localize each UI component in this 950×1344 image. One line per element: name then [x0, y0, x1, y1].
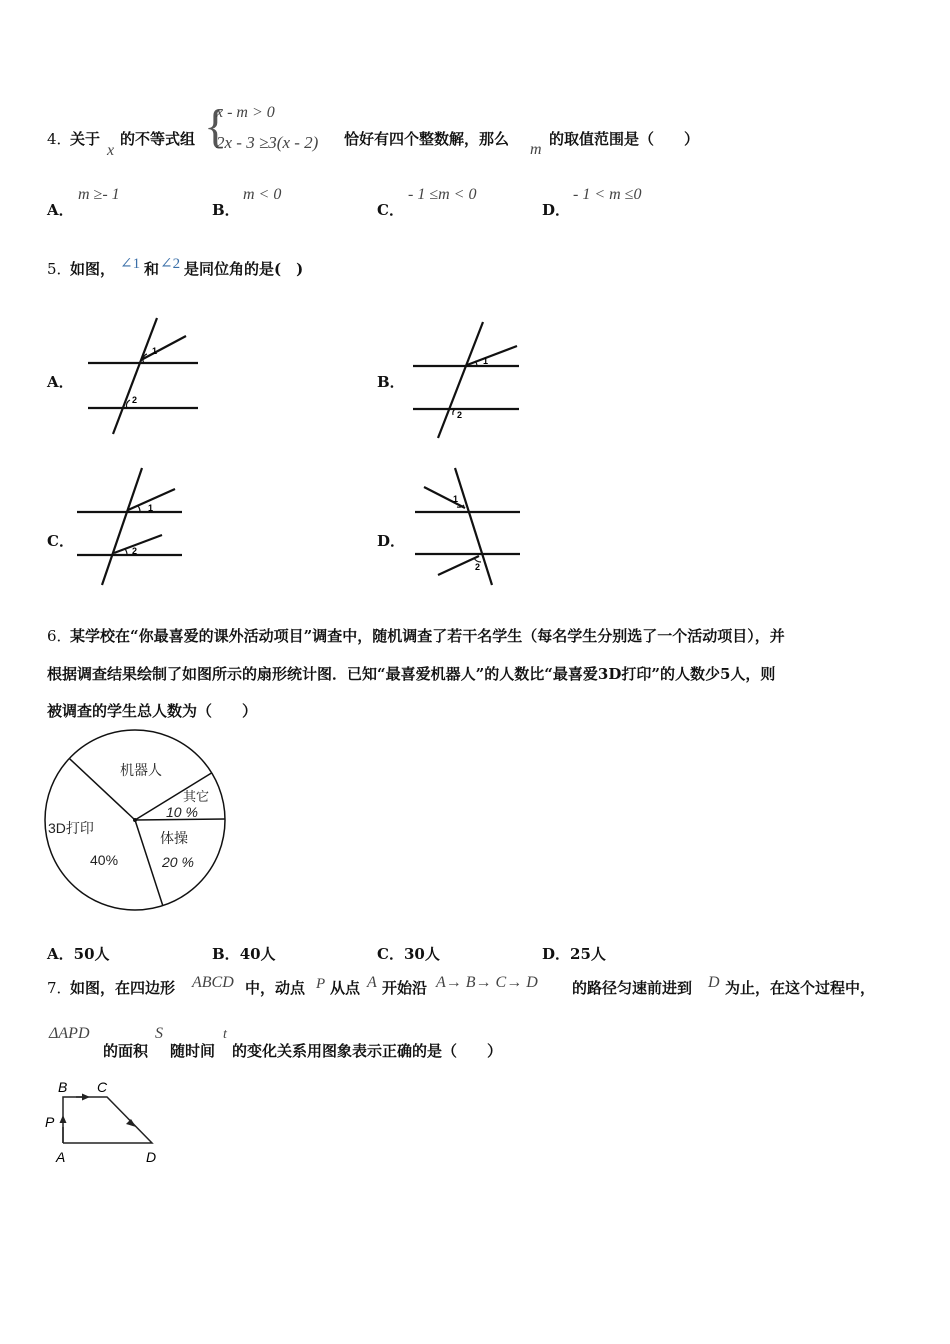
q7-label-d: D [146, 1149, 157, 1165]
q7-number: 7． [47, 979, 72, 997]
q7-text-1: 如图，在四边形 [70, 979, 176, 997]
q7-label-c: C [97, 1079, 108, 1095]
q4-option-c-expr: - 1 ≤m < 0 [408, 186, 477, 203]
q7-d: D [708, 974, 720, 991]
q7-arrow-diagonal-icon [126, 1119, 136, 1127]
q6-pie-label-other: 其它 [183, 789, 210, 804]
q6-pie-chart [40, 725, 235, 920]
q7-p: P [316, 976, 326, 992]
q7-t: t [223, 1027, 227, 1042]
q7-text-4: 开始沿 [382, 979, 428, 997]
q4-inequality-1: x - m > 0 [216, 104, 275, 121]
q5-number: 5． [47, 260, 72, 278]
q7-text-3: 从点 [330, 979, 361, 997]
q5-option-c-label[interactable]: C． [47, 532, 74, 550]
q4-var-m: m [530, 141, 542, 158]
q6-option-b[interactable]: B．40人 [212, 945, 276, 963]
q7-text-2: 中，动点 [245, 979, 306, 997]
q5-angle-2: ∠2 [160, 256, 181, 272]
q5-c-angle-2-label: 2 [132, 546, 138, 556]
q7-text-9: 的变化关系用图象表示正确的是（ ） [232, 1042, 503, 1060]
q6-pie-pct-gym: 20 % [162, 854, 194, 870]
q7-a: A [367, 974, 377, 991]
q6-option-c[interactable]: C．30人 [377, 945, 440, 963]
q5-text-1: 如图， [70, 260, 116, 278]
q7-text-6: 为止，在这个过程中， [725, 979, 876, 997]
q4-brace: { [204, 100, 228, 153]
q5-figure-c[interactable] [72, 465, 192, 590]
q5-option-d-label[interactable]: D． [377, 532, 406, 550]
q6-pie-pct-other: 10 % [166, 804, 198, 820]
q7-apd: ΔAPD [49, 1025, 90, 1042]
q4-option-d-label[interactable]: D． [542, 201, 571, 219]
q7-quadrilateral-figure [42, 1075, 172, 1170]
q5-figure-d[interactable] [410, 465, 530, 590]
q6-option-d[interactable]: D．25人 [542, 945, 606, 963]
q4-option-b-expr: m < 0 [243, 186, 282, 203]
q4-var-x: x [107, 142, 115, 159]
q6-pie-label-gym: 体操 [160, 830, 188, 846]
q5-d-angle-1-label: 1 [453, 494, 459, 504]
q5-option-a-label[interactable]: A． [47, 373, 74, 391]
q5-d-angle-2-label: 2 [475, 562, 481, 572]
q7-arrow-right-icon [82, 1094, 90, 1101]
q6-line-3: 被调查的学生总人数为（ ） [47, 702, 258, 720]
q4-number: 4． [47, 130, 72, 148]
q4-text-4: 的取值范围是（ ） [549, 130, 700, 148]
q4-option-d-expr: - 1 < m ≤0 [573, 186, 642, 203]
q5-text-3: 是同位角的是( ) [184, 260, 304, 278]
q5-angle-1: ∠1 [120, 256, 141, 272]
q6-number: 6． [47, 627, 72, 645]
q7-arrow-up-icon [60, 1115, 67, 1123]
q5-c-angle-1-label: 1 [148, 503, 154, 513]
q6-pie-pct-3d: 40% [90, 852, 119, 868]
q4-inequality-2: 2x - 3 ≥3(x - 2) [216, 133, 319, 152]
q7-path: A→ B→ C→ D [436, 974, 538, 991]
q4-option-c-label[interactable]: C． [377, 201, 404, 219]
q7-label-a: A [56, 1149, 66, 1165]
q5-b-angle-2-label: 2 [457, 410, 463, 420]
q7-abcd: ABCD [192, 974, 234, 991]
q4-option-b-label[interactable]: B． [212, 201, 240, 219]
q7-s: S [155, 1025, 163, 1042]
q7-text-8: 随时间 [170, 1042, 216, 1060]
q4-option-a-label[interactable]: A． [47, 201, 74, 219]
q4-text-1: 关于 [70, 130, 101, 148]
q5-b-angle-1-label: 1 [483, 356, 489, 366]
q6-option-a[interactable]: A．50人 [47, 945, 110, 963]
q5-a-angle-2-label: 2 [132, 395, 138, 405]
q6-line-1: 某学校在“你最喜爱的课外活动项目”调查中，随机调查了若干名学生（每名学生分别选了一个活动项目），并 [70, 627, 785, 645]
q5-a-angle-1-label: 1 [152, 346, 158, 356]
q6-pie-label-robot: 机器人 [120, 762, 162, 778]
q6-pie-divider-4 [135, 820, 163, 906]
q5-option-b-label[interactable]: B． [377, 373, 405, 391]
q5-figure-b[interactable] [405, 318, 530, 443]
q7-text-5: 的路径匀速前进到 [572, 979, 693, 997]
q7-label-p: P [45, 1114, 55, 1130]
q4-text-3: 恰好有四个整数解，那么 [344, 130, 510, 148]
q4-text-2: 的不等式组 [120, 130, 196, 148]
q4-option-a-expr: m ≥- 1 [78, 186, 120, 203]
q6-pie-label-3d: 3D打印 [48, 820, 94, 836]
q7-label-b: B [58, 1079, 68, 1095]
q5-text-2: 和 [144, 260, 160, 278]
q7-text-7: 的面积 [103, 1042, 149, 1060]
q6-line-2: 根据调查结果绘制了如图所示的扇形统计图．已知“最喜爱机器人”的人数比“最喜爱3D打印”的人数少5人，则 [47, 665, 776, 683]
q5-figure-a[interactable] [80, 312, 205, 442]
